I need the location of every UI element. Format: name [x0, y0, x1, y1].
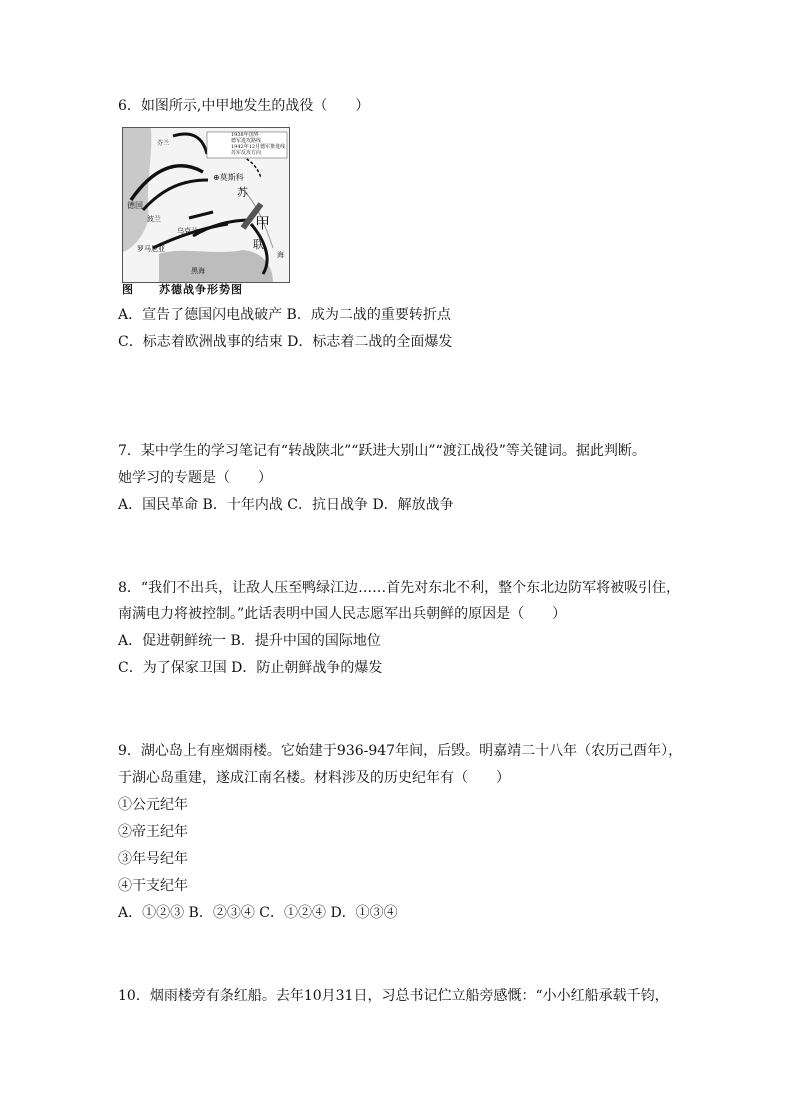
- legend-item: 1942年12月德军推进线: [231, 144, 286, 150]
- legend-item: 1938年国界: [231, 132, 259, 138]
- q9-options: A．①②③ B．②③④ C．①②④ D．①③④: [118, 905, 398, 921]
- map-label-ukraine: 乌克兰: [177, 227, 198, 235]
- map-label-romania: 罗马尼亚: [137, 245, 165, 253]
- q9-stem: 于湖心岛重建，遂成江南名楼。材料涉及的历史纪年有（ ）: [118, 770, 510, 786]
- q6-stem: 6．如图所示,中甲地发生的战役（ ）: [118, 98, 370, 114]
- map-label-finland: 芬兰: [157, 140, 170, 147]
- map-label-su: 苏: [237, 186, 248, 199]
- map-label-lian: 联: [253, 238, 264, 251]
- q9-stem: 9．湖心岛上有座烟雨楼。它始建于936-947年间，后毁。明嘉靖二十八年（农历己酉年），: [118, 743, 683, 759]
- q6-option-line: C．标志着欧洲战事的结束 D．标志着二战的全面爆发: [118, 334, 453, 350]
- map-caption-prefix: 图: [122, 283, 133, 296]
- map-caption-title: 苏德战争形势图: [159, 283, 243, 296]
- legend-item: 德军进攻路线: [231, 138, 262, 144]
- q7-options: A．国民革命 B．十年内战 C．抗日战争 D．解放战争: [118, 497, 454, 513]
- q9-item: ④干支纪年: [118, 878, 188, 894]
- q8-option-line: C．为了保家卫国 D．防止朝鲜战争的爆发: [118, 660, 383, 676]
- q9-item: ③年号纪年: [118, 851, 188, 867]
- map-label-black-sea: 黑海: [191, 267, 205, 275]
- q7-stem: 7．某中学生的学习笔记有“转战陕北”“跃进大别山”“渡江战役”等关键词。据此判断。: [118, 443, 646, 459]
- q8-stem: 南满电力将被控制。”此话表明中国人民志愿军出兵朝鲜的原因是（ ）: [118, 606, 567, 622]
- q9-item: ②帝王纪年: [118, 824, 188, 840]
- q6-option-line: A．宣告了德国闪电战破产 B．成为二战的重要转折点: [118, 307, 451, 323]
- q10-stem: 10．烟雨楼旁有条红船。去年10月31日，习总书记伫立船旁感慨：“小小红船承载千钧，: [118, 988, 669, 1004]
- legend-item: 苏军反攻方向: [231, 150, 262, 156]
- q8-stem: 8．“我们不出兵，让敌人压至鸭绿江边……首先对东北不利，整个东北边防军将被吸引住，: [118, 580, 681, 596]
- q9-item: ①公元纪年: [118, 797, 188, 813]
- map-label-moscow: ⊕莫斯科: [213, 173, 244, 182]
- soviet-german-war-map: [122, 127, 290, 283]
- map-label-poland: 波兰: [147, 215, 161, 223]
- q8-option-line: A．促进朝鲜统一 B．提升中国的国际地位: [118, 633, 381, 649]
- map-label-jia: 甲: [255, 214, 271, 232]
- map-caption: [122, 281, 243, 297]
- map-label-germany: 德国: [127, 201, 143, 210]
- map-label-sea: 海: [277, 251, 284, 259]
- q7-stem: 她学习的专题是（ ）: [118, 470, 272, 486]
